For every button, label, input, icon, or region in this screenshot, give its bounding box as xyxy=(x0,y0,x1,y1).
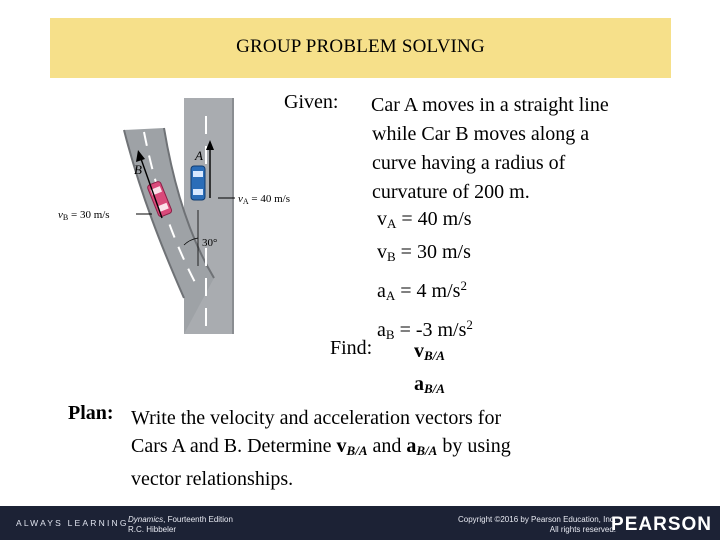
given-label: Given: xyxy=(284,91,339,113)
value-aa: $a_A = 4$ $m/s^2$ xyxy=(377,278,467,303)
given-line-2: while Car B moves along a xyxy=(372,123,590,145)
given-line-1: Car A moves in a straight line xyxy=(371,94,609,116)
find-a-ba: $a_{B/A}$ xyxy=(414,373,445,396)
plan-line-3: vector relationships. xyxy=(131,468,294,490)
label-b: B xyxy=(134,162,142,177)
road-edge-right xyxy=(232,98,234,334)
plan-text xyxy=(131,404,511,493)
given-line-4: curvature of 200 m. xyxy=(372,181,530,203)
title-banner xyxy=(50,18,671,78)
va-label: vA = 40 m/s xyxy=(238,193,291,206)
plan-label: Plan: xyxy=(68,402,114,424)
book-info: Dynamics, Fourteenth Edition R.C. Hibbeler xyxy=(128,515,233,534)
always-learning-text: ALWAYS LEARNING xyxy=(16,518,129,528)
given-description xyxy=(371,91,609,207)
pearson-logo: PEARSON xyxy=(611,514,712,535)
find-label: Find: xyxy=(330,337,373,359)
find-items xyxy=(414,337,445,403)
plan-line-1: Write the velocity and acceleration vectors for xyxy=(131,407,502,429)
given-line-3: curve having a radius of xyxy=(372,152,566,174)
angle-label: 30° xyxy=(202,237,218,249)
value-vb: $v_B = 30$ m/s xyxy=(377,241,471,264)
slide-title: GROUP PROBLEM SOLVING xyxy=(236,36,485,57)
value-va: $v_A = 40$ m/s xyxy=(377,208,472,231)
vb-label: vB = 30 m/s xyxy=(58,209,110,222)
given-values xyxy=(377,205,473,349)
label-a: A xyxy=(195,148,203,163)
find-v-ba: $v_{B/A}$ xyxy=(414,340,445,363)
road-diagram xyxy=(52,98,322,334)
plan-line-2: Cars A and B. Determine $v_{B/A}$ and $a_{B/A}$ by using xyxy=(131,435,511,458)
car-a-icon xyxy=(191,166,205,200)
footer-bar xyxy=(0,506,720,540)
value-ab: $a_B = -3$ $m/s^2$ xyxy=(377,317,473,342)
copyright-notice: Copyright ©2016 by Pearson Education, Inc. All rights reserved. xyxy=(458,515,616,534)
